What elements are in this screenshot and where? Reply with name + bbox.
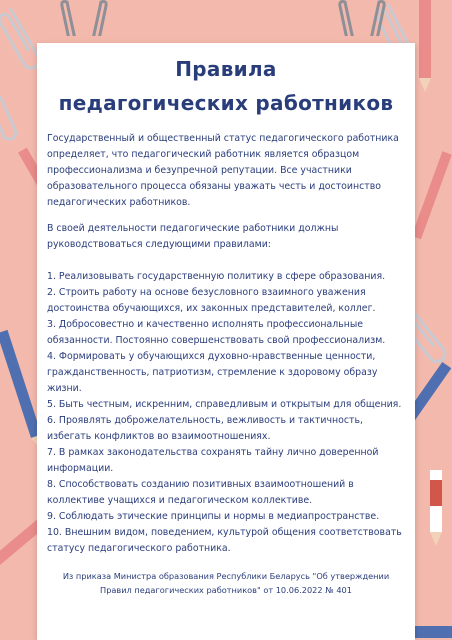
page-title-line1: Правила [175,57,277,81]
rule-item: 10. Внешним видом, поведением, культурой общения соответствовать статусу педагогического работника. [47,527,402,554]
lead-paragraph [47,221,407,253]
intro-text: Государственный и общественный статус педагогического работника определяет, что педагогический работник является образцом профессионализма и безупречной репутации. Все участники образовательного процесса обязаны уважать честь и достоинство педагогических работников. [47,133,399,208]
rule-item: 1. Реализовывать государственную политику в сфере образования. [47,271,386,282]
rule-item: 3. Добросовестно и качественно исполнять профессиональные обязанности. Постоянно совершенствовать свой профессионализм. [47,319,386,346]
rule-item: 2. Строить работу на основе безусловного взаимного уважения достоинства обучающихся, их законных представителей, коллег. [47,287,376,314]
rule-item: 9. Соблюдать этические принципы и нормы в медиапространстве. [47,511,380,522]
source-footnote: Из приказа Министра образования Республики Беларусь "Об утверждении Правил педагогических работников" от 10.06.2022 № 401 [62,571,390,595]
rule-item: 6. Проявлять доброжелательность, вежливость и тактичность, избегать конфликтов во взаимоотношениях. [47,415,363,442]
rule-item: 7. В рамках законодательства сохранять тайну лично доверенной информации. [47,447,379,474]
pencil-icon [412,151,452,239]
rule-item: 4. Формировать у обучающихся духовно-нравственные ценности, гражданственность, патриотизм, стремление к здоровому образу жизни. [47,351,378,394]
paperclip-icon [0,96,16,139]
rule-item: 5. Быть честным, искренним, справедливым и открытым для общения. [47,399,402,410]
rules-list-container [47,269,407,557]
binder-clip-right-icon [330,0,388,36]
intro-paragraph [47,131,407,211]
rules-sheet [37,43,415,640]
paperclip-icon [0,8,39,68]
page-title-line2: педагогических работников [58,91,394,115]
rules-list [47,269,407,557]
pencil-icon [430,470,442,546]
binder-clip-left-icon [52,0,110,36]
pencil-icon [419,0,431,92]
rule-item: 8. Способствовать созданию позитивных взаимоотношений в коллективе учащихся и педагогическом коллективе. [47,479,354,506]
lead-text: В своей деятельности педагогические работники должны руководствоваться следующими правилами: [47,223,339,250]
